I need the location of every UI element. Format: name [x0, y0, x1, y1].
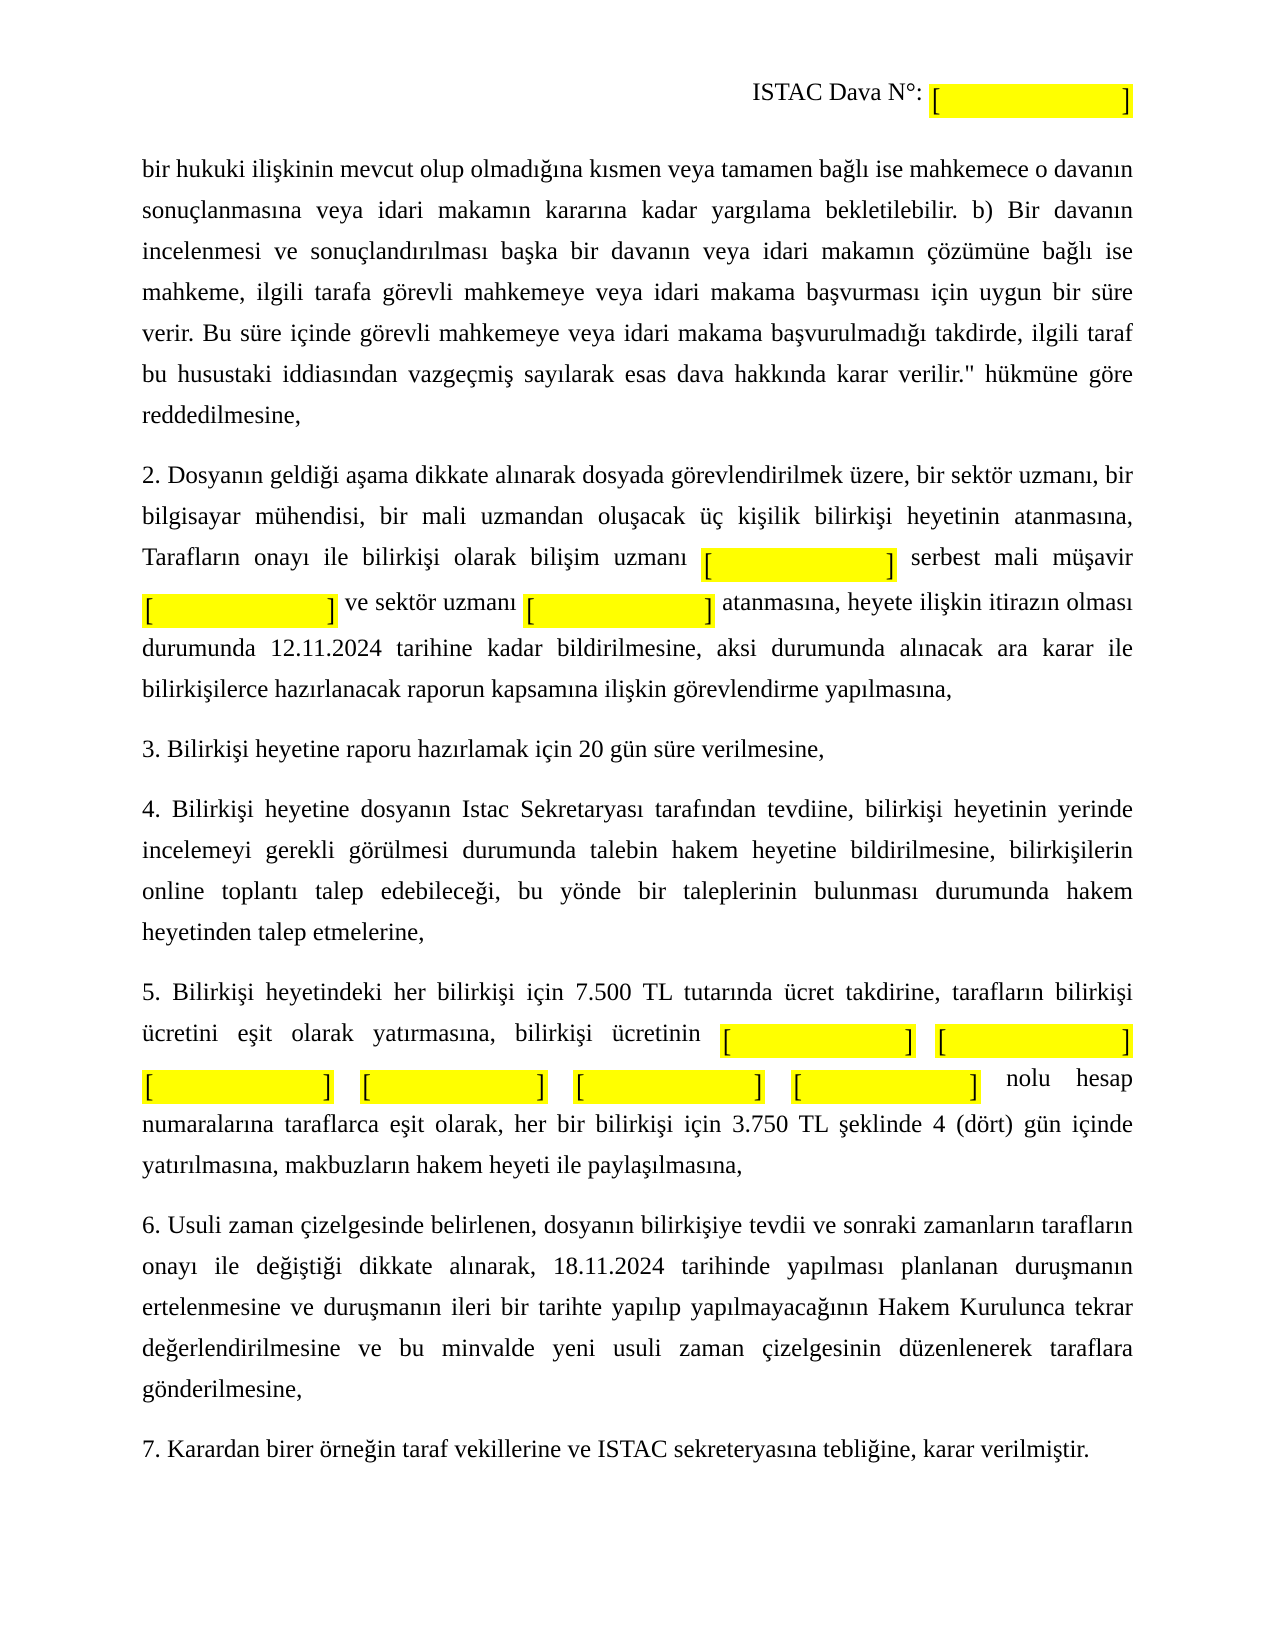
paragraph: 4. Bilirkişi heyetine dosyanın Istac Sekretaryası tarafından tevdiine, bilirkişi heyetinin yerinde incelemeyi gerekli görülmesi durumunda talebin hakem heyetine bildirilmesine, bilirkişilerin online toplantı talep edebileceği, bu yönde bir taleplerinin bulunması durumunda hakem heyetinden talep etmelerine, — [142, 795, 1133, 946]
redacted-case-number — [929, 84, 1133, 118]
document-body — [142, 149, 1133, 1470]
paragraph: 7. Karardan birer örneğin taraf vekillerine ve ISTAC sekreteryasına tebliğine, karar verilmiştir. — [142, 1435, 1090, 1463]
redaction-close-bracket: ] — [1121, 1024, 1130, 1058]
redacted-financial-advisor-name — [142, 594, 338, 628]
redaction-close-bracket: ] — [536, 1069, 545, 1104]
case-number-label: ISTAC Dava N°: — [752, 79, 929, 106]
redaction-open-bracket: [ — [362, 1069, 371, 1104]
redacted-it-expert-name — [701, 548, 897, 582]
redaction-open-bracket: [ — [938, 1024, 947, 1058]
redaction-close-bracket: ] — [322, 1069, 331, 1104]
redaction-close-bracket: ] — [753, 1069, 763, 1104]
redaction-close-bracket: ] — [326, 593, 335, 628]
redacted-account-number-2 — [935, 1024, 1133, 1058]
redaction-open-bracket: [ — [145, 1069, 154, 1104]
redaction-open-bracket: [ — [722, 1024, 732, 1058]
redaction-open-bracket: [ — [932, 83, 941, 118]
redacted-account-number-6 — [791, 1070, 981, 1104]
paragraph: 3. Bilirkişi heyetine raporu hazırlamak için 20 gün süre verilmesine, — [142, 735, 825, 763]
redacted-account-number-5 — [573, 1070, 765, 1104]
redaction-open-bracket: [ — [526, 593, 535, 628]
redacted-sector-expert-name — [523, 594, 715, 628]
redaction-close-bracket: ] — [703, 593, 713, 628]
case-number-header — [142, 72, 1133, 118]
redaction-open-bracket: [ — [145, 593, 154, 628]
paragraph: 2. Dosyanın geldiği aşama dikkate alınarak dosyada görevlendirilmek üzere, bir sektör uzmanı, bir bilgisayar mühendisi, bir mali uzmandan oluşacak üç kişilik bilirkişi heyetinin atanmasına, Tarafların onayı ile bilirkişi olarak bilişim uzmanı [ ] serbest mali müşavir [ ] ve sektör uzmanı [ ] atanmasına, heyete ilişkin itirazın olması durumunda 12.11.2024 tarihine kadar bildirilmesine, aksi durumunda alınacak ara karar ile bilirkişilerce hazırlanacak raporun kapsamına ilişkin görevlendirme yapılmasına, — [142, 461, 1133, 703]
redaction-open-bracket: [ — [704, 548, 713, 582]
paragraph: 6. Usuli zaman çizelgesinde belirlenen, dosyanın bilirkişiye tevdii ve sonraki zamanların tarafların onayı ile değiştiği dikkate alınarak, 18.11.2024 tarihinde yapılması planlanan duruşmanın ertelenmesine ve duruşmanın ileri bir tarihte yapılıp yapılmayacağının Hakem Kurulunca tekrar değerlendirilmesine ve bu minvalde yeni usuli zaman çizelgesinin düzenlenerek taraflara gönderilmesine, — [142, 1211, 1133, 1403]
redaction-close-bracket: ] — [1121, 83, 1130, 118]
paragraph: 5. Bilirkişi heyetindeki her bilirkişi için 7.500 TL tutarında ücret takdirine, tarafların bilirkişi ücretini eşit olarak yatırmasına, bilirkişi ücretinin [ ] [ ] [ ] [ ] [ ] [ ] nolu hesap numaralarına taraflarca eşit olarak, her bir bilirkişi için 3.750 TL şeklinde 4 (dört) gün içinde yatırılmasına, makbuzların hakem heyeti ile paylaşılmasına, — [142, 978, 1134, 1179]
redaction-close-bracket: ] — [904, 1024, 913, 1058]
redacted-account-number-4 — [360, 1070, 548, 1104]
redaction-close-bracket: ] — [885, 548, 895, 582]
redaction-open-bracket: [ — [576, 1069, 585, 1104]
redacted-account-number-1 — [720, 1024, 916, 1058]
paragraph: bir hukuki ilişkinin mevcut olup olmadığına kısmen veya tamamen bağlı ise mahkemece o davanın sonuçlanmasına veya idari makamın kararına kadar yargılama bekletilebilir. b) Bir davanın incelenmesi ve sonuçlandırılması başka bir davanın veya idari makamın çözümüne bağlı ise mahkeme, ilgili tarafa görevli mahkemeye veya idari makama başvurması için uygun bir süre verir. Bu süre içinde görevli mahkemeye veya idari makama başvurulmadığı takdirde, ilgili taraf bu husustaki iddiasından vazgeçmiş sayılarak esas dava hakkında karar verilir." hükmüne göre reddedilmesine, — [142, 155, 1133, 429]
redaction-open-bracket: [ — [793, 1069, 802, 1104]
redacted-account-number-3 — [142, 1070, 334, 1104]
redaction-close-bracket: ] — [969, 1069, 978, 1104]
